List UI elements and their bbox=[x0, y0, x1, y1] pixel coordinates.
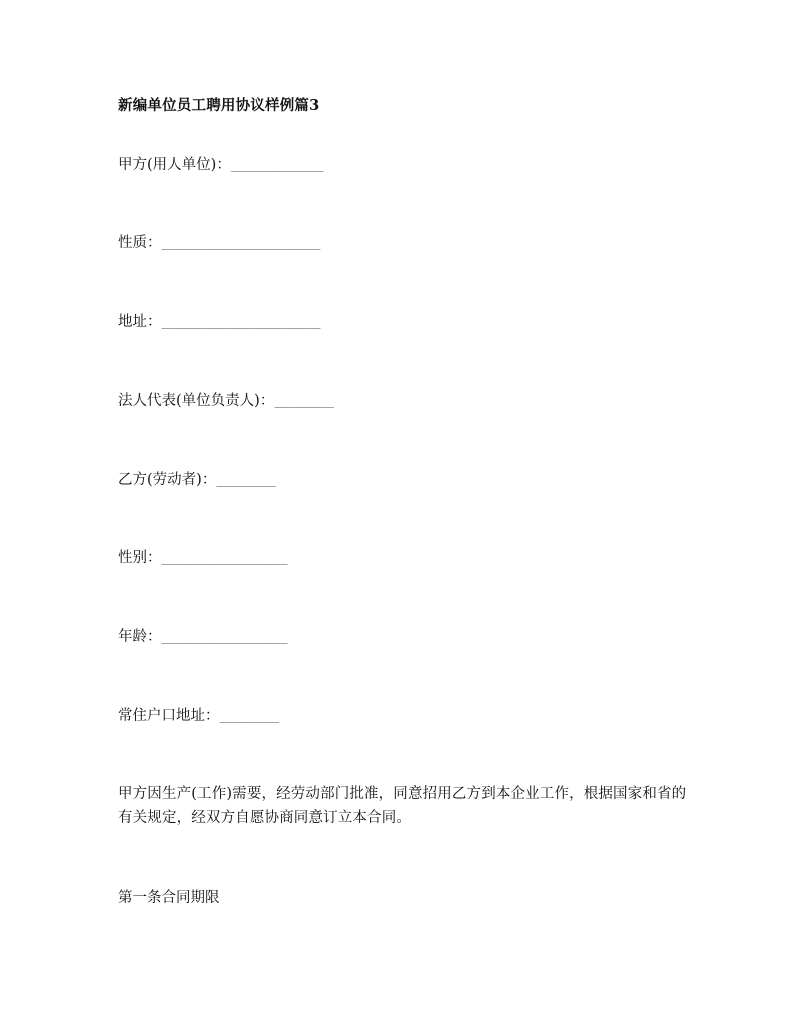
section-heading: 第一条合同期限 bbox=[118, 890, 220, 906]
gender-label: 性别： bbox=[118, 550, 162, 566]
legal-representative-field bbox=[118, 391, 334, 412]
preamble-paragraph: 甲方因生产(工作)需要，经劳动部门批准，同意招用乙方到本企业工作，根据国家和省的有关规定，经双方自愿协商同意订立本合同。 bbox=[118, 786, 687, 826]
residence-address-label: 常住户口地址： bbox=[118, 708, 220, 724]
nature-blank: ________________________ bbox=[161, 237, 321, 250]
party-a-field bbox=[118, 155, 324, 176]
document-title: 新编单位员工聘用协议样例篇3 bbox=[118, 97, 320, 114]
gender-field bbox=[118, 548, 287, 569]
residence-address-field bbox=[118, 706, 279, 727]
address-field bbox=[118, 312, 320, 333]
party-b-field bbox=[118, 470, 276, 491]
age-blank: ___________________ bbox=[161, 631, 288, 644]
party-b-label: 乙方(劳动者)： bbox=[118, 472, 217, 488]
address-blank: ________________________ bbox=[161, 316, 321, 329]
legal-representative-blank: _________ bbox=[274, 395, 334, 408]
party-a-blank: ______________ bbox=[230, 159, 324, 172]
nature-field bbox=[118, 233, 320, 254]
address-label: 地址： bbox=[118, 314, 162, 330]
legal-representative-label: 法人代表(单位负责人)： bbox=[118, 393, 275, 409]
party-b-blank: _________ bbox=[216, 474, 276, 487]
residence-address-blank: _________ bbox=[219, 710, 280, 723]
age-label: 年龄： bbox=[118, 629, 162, 645]
party-a-label: 甲方(用人单位)： bbox=[118, 157, 231, 173]
nature-label: 性质： bbox=[118, 235, 162, 251]
age-field bbox=[118, 627, 287, 648]
gender-blank: ___________________ bbox=[161, 552, 288, 565]
